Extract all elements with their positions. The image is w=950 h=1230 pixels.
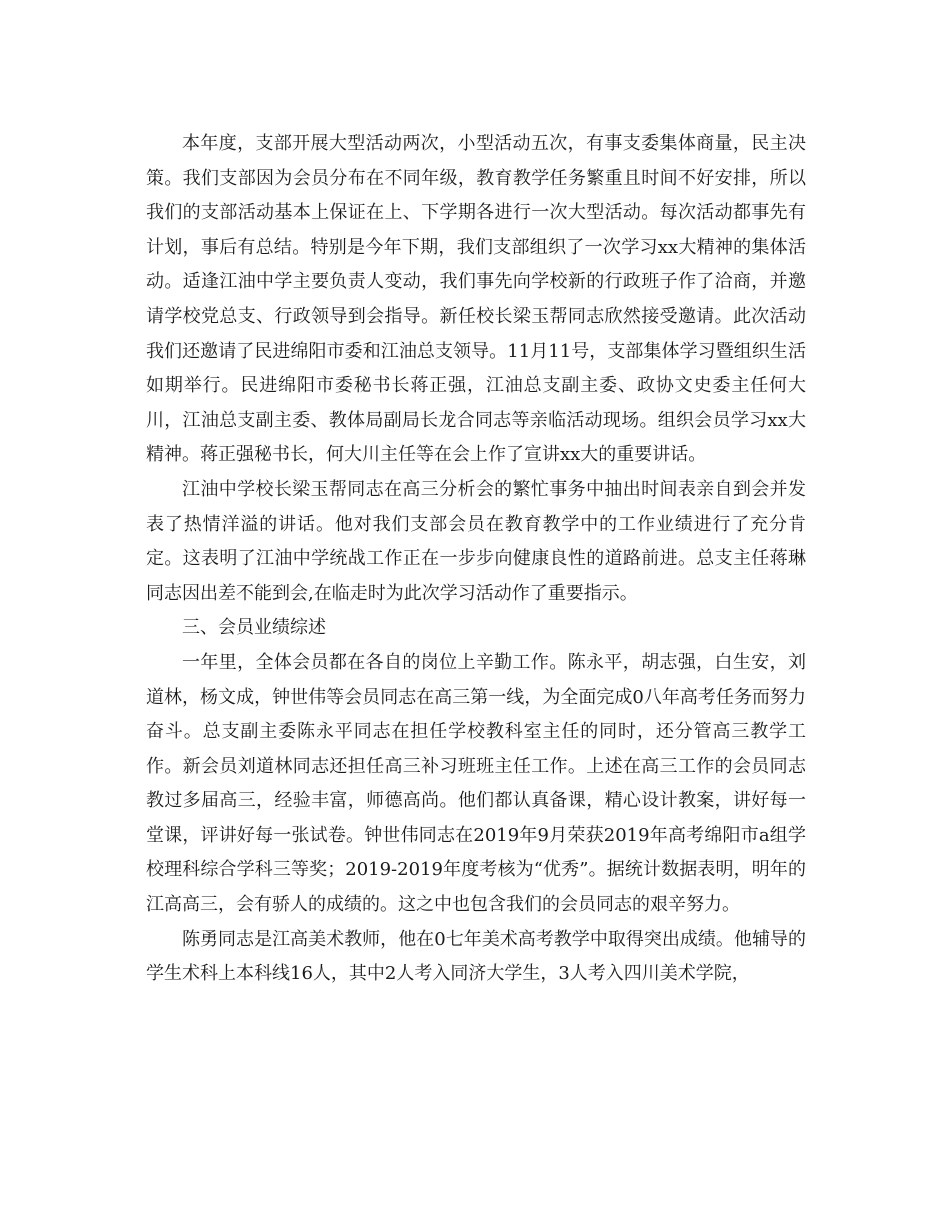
document-page: [146, 127, 806, 992]
paragraph-principal-speech: 江油中学校长梁玉帮同志在高三分析会的繁忙事务中抽出时间表亲自到会并发表了热情洋溢的讲话。他对我们支部会员在教育教学中的工作业绩进行了充分肯定。这表明了江油中学统战工作正在一步步向健康良性的道路前进。总支主任蒋琳同志因出差不能到会,在临走时为此次学习活动作了重要指示。: [146, 478, 806, 604]
paragraph-art-teacher: 陈勇同志是江高美术教师，他在0七年美术高考教学中取得突出成绩。他辅导的学生术科上本科线16人，其中2人考入同济大学生，3人考入四川美术学院，: [146, 928, 806, 985]
section-heading-member-achievements: 三、会员业绩综述: [182, 617, 326, 639]
paragraph-senior-three-work: 一年里，全体会员都在各自的岗位上辛勤工作。陈永平，胡志强，白生安，刘道林，杨文成，钟世伟等会员同志在高三第一线，为全面完成0八年高考任务而努力奋斗。总支副主委陈永平同志在担任学校教科室主任的同时，还分管高三教学工作。新会员刘道林同志还担任高三补习班班主任工作。上述在高三工作的会员同志教过多届高三，经验丰富，师德高尚。他们都认真备课，精心设计教案，讲好每一堂课，评讲好每一张试卷。钟世伟同志在2019年9月荣获2019年高考绵阳市a组学校理科综合学科三等奖；2019-2019年度考核为“优秀”。据统计数据表明，明年的江高高三，会有骄人的成绩的。这之中也包含我们的会员同志的艰辛努力。: [146, 651, 806, 916]
paragraph-branch-activities: 本年度，支部开展大型活动两次，小型活动五次，有事支委集体商量，民主决策。我们支部因为会员分布在不同年级，教育教学任务繁重且时间不好安排，所以我们的支部活动基本上保证在上、下学期各进行一次大型活动。每次活动都事先有计划，事后有总结。特别是今年下期，我们支部组织了一次学习xx大精神的集体活动。适逢江油中学主要负责人变动，我们事先向学校新的行政班子作了洽商，并邀请学校党总支、行政领导到会指导。新任校长梁玉帮同志欣然接受邀请。此次活动我们还邀请了民进绵阳市委和江油总支领导。11月11号，支部集体学习暨组织生活如期举行。民进绵阳市委秘书长蒋正强，江油总支副主委、政协文史委主任何大川，江油总支副主委、教体局副局长龙合同志等亲临活动现场。组织会员学习xx大精神。蒋正强秘书长，何大川主任等在会上作了宣讲xx大的重要讲话。: [146, 133, 806, 466]
